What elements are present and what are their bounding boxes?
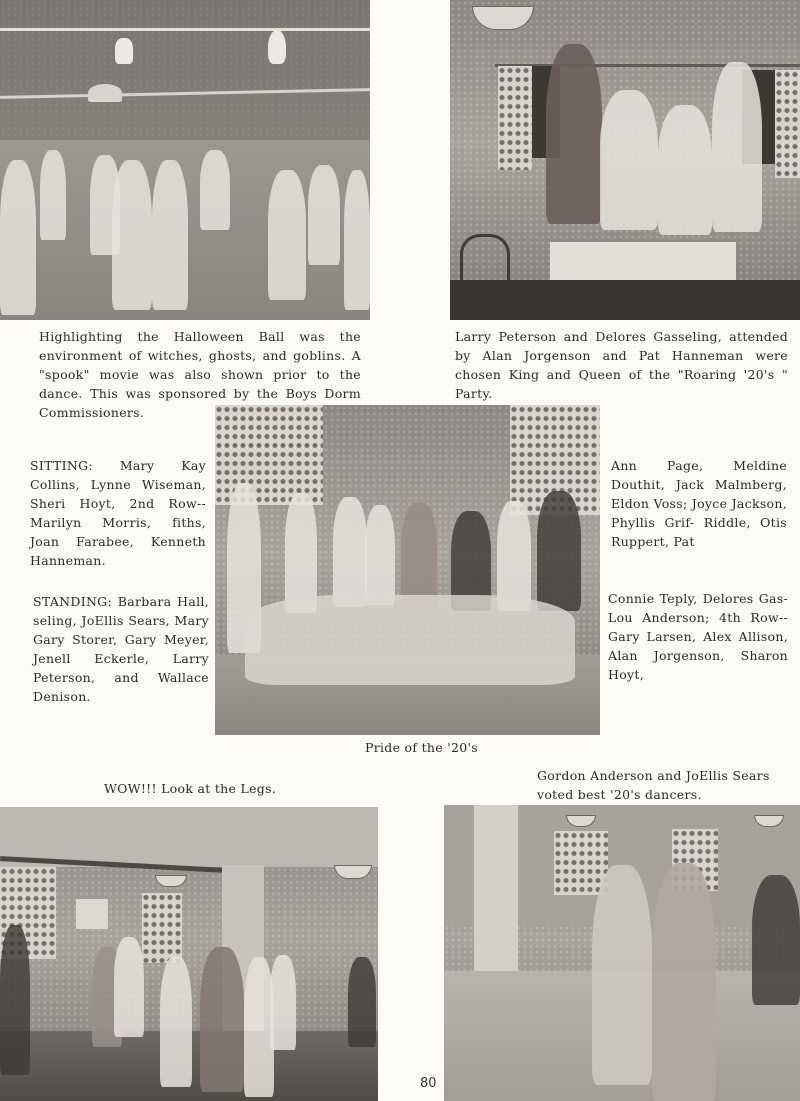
curtain [142, 893, 182, 963]
caption-dancers: Gordon Anderson and JoEllis Sears voted best '20's dancers. [537, 768, 770, 802]
caption-group-title: Pride of the '20's [365, 740, 478, 755]
photo-king-queen [450, 0, 800, 320]
ghost-decoration-icon [268, 30, 286, 64]
caption-standing-right: Connie Teply, Delores Gas- Lou Anderson; 4th Row-- Gary Larsen, Alex Allison, Alan Jorgenson, Sharon Hoyt, [608, 591, 788, 682]
photo-halloween-ball [0, 0, 370, 320]
caption-sitting-right: Ann Page, Meldine Douthit, Jack Malmberg, Eldon Voss; Joyce Jackson, Phyllis Grif- Riddle, Otis Ruppert, Pat [611, 458, 787, 549]
basketball-hoop-icon [88, 84, 122, 102]
ghost-decoration-icon [115, 38, 133, 64]
curtain [775, 70, 800, 178]
caption-legs: WOW!!! Look at the Legs. [104, 781, 277, 796]
ceiling-lamp-icon [334, 865, 372, 879]
ceiling-lamp-icon [472, 6, 534, 30]
caption-sitting-left: SITTING: Mary Kay Collins, Lynne Wiseman, Sheri Hoyt, 2nd Row-- Marilyn Morris, fiths, Joan Farabee, Kenneth Hanneman. [30, 458, 206, 568]
photo-best-dancers [444, 805, 800, 1101]
caption-king-queen: Larry Peterson and Delores Gasseling, attended by Alan Jorgenson and Pat Hanneman were chosen King and Queen of the "Roaring '20's " Party. [455, 329, 788, 401]
caption-standing-left: STANDING: Barbara Hall, seling, JoEllis Sears, Mary Gary Storer, Gary Meyer, Jenell Eckerle, Larry Peterson, and Wallace Denison. [33, 594, 209, 704]
photo-look-at-the-legs [0, 807, 378, 1101]
ceiling-lamp-icon [155, 875, 187, 887]
curtain [215, 405, 323, 505]
caption-halloween-ball: Highlighting the Halloween Ball was the environment of witches, ghosts, and goblins. A "spook" movie was also shown prior to the dance. This was sponsored by the Boys Dorm Commissioners. [39, 329, 361, 420]
curtain [498, 66, 532, 170]
page-number: 80 [420, 1076, 437, 1091]
photo-pride-of-the-20s [215, 405, 600, 735]
